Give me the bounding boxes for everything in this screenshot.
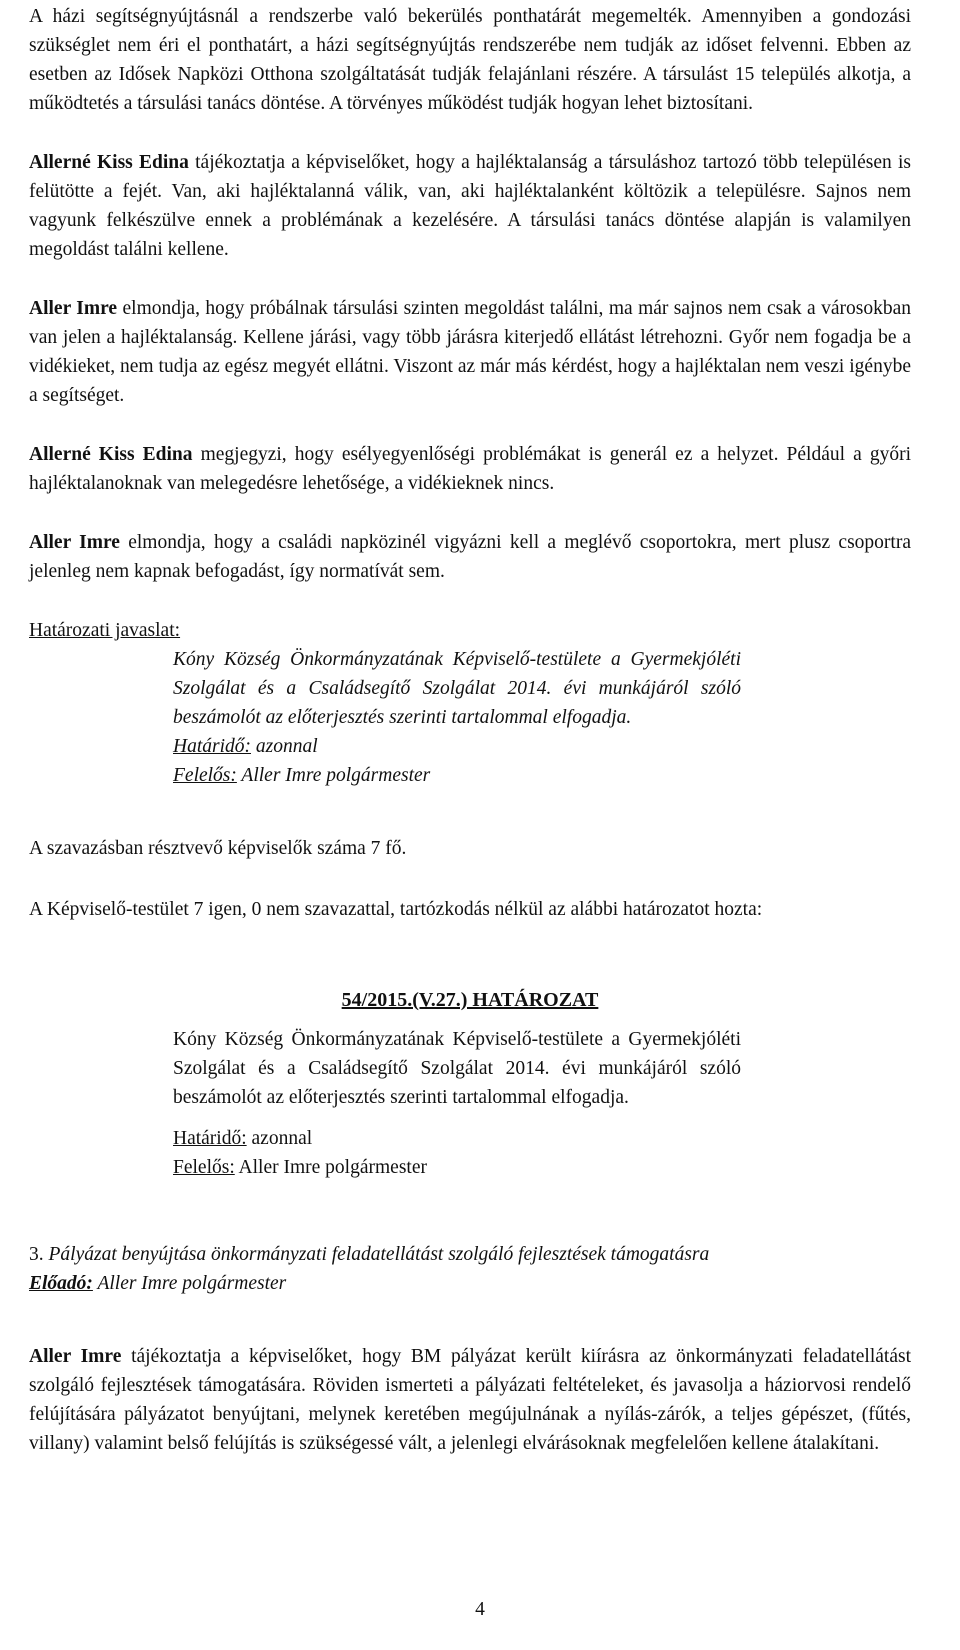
vote-count: A szavazásban résztvevő képviselők száma 7 fő.: [29, 838, 407, 859]
paragraph-text: tájékoztatja a képviselőket, hogy BM pályázat került kiírásra az önkormányzati feladatellátást szolgáló fejlesztések támogatására. Röviden ismerteti a pályázati feltételeket, és javasolja a háziorvosi rendelő felújítására pályázatot benyújtani, melynek keretében megújulnának a nyílás-zárók, a teljes gépészet, (fűtés, villany) valamint belső felújítás is szükségessé vált, a jelenlegi elvárásoknak megfelelően kellene átalakítani.: [29, 1346, 912, 1454]
resolution-block: [173, 1025, 741, 1182]
proposal-block: [173, 645, 741, 790]
paragraph-bm-tender: [29, 1342, 911, 1458]
speaker-name: Aller Imre: [29, 298, 118, 319]
speaker-name: Aller Imre: [29, 1346, 122, 1367]
resolution-title: 54/2015.(V.27.) HATÁROZAT: [341, 989, 599, 1011]
agenda-item-3-presenter: Előadó: Aller Imre polgármester: [29, 1273, 287, 1294]
paragraph-text: tájékoztatja a képviselőket, hogy a hajléktalanság a társuláshoz tartozó több településen is felütötte a fejét. Van, aki hajléktalanná válik, van, aki hajléktalanként költözik a településre. Sajnos nem vagyunk felkészülve ennek a problémának a kezelésére. A társulási tanács döntése alapján is valamilyen megoldást találni kellene.: [29, 152, 911, 260]
resolution-responsible: Felelős: Aller Imre polgármester: [173, 1157, 427, 1178]
speaker-name: Allerné Kiss Edina: [29, 444, 193, 465]
paragraph-text: elmondja, hogy a családi napközinél vigyázni kell a meglévő csoportokra, mert plusz csoportra jelenleg nem kapnak befogadást, így normatívát sem.: [29, 532, 911, 582]
vote-result: A Képviselő-testület 7 igen, 0 nem szavazattal, tartózkodás nélkül az alábbi határozatot hozta:: [29, 899, 763, 920]
paragraph-text: megjegyzi, hogy esélyegyenlőségi problémákat is generál ez a helyzet. Például a győri hajléktalanoknak van melegedésre lehetősége, a vidékieknek nincs.: [29, 444, 912, 494]
proposal-responsible: Felelős: Aller Imre polgármester: [173, 765, 431, 786]
paragraph-home-care: A házi segítségnyújtásnál a rendszerbe való bekerülés ponthatárát megemelték. Amennyiben a gondozási szükséglet nem éri el ponthatárt, a házi segítségnyújtás rendszerébe nem tudják az időset felvenni. Ebben az esetben az Idősek Napközi Otthona szolgáltatását tudják felajánlani részére. A társulást 15 település alkotja, a működtetés a társulási tanács döntése. A törvényes működést tudják hogyan lehet biztosítani.: [29, 6, 911, 114]
page-number: 4: [475, 1599, 485, 1620]
proposal-deadline: Határidő: azonnal: [173, 736, 318, 757]
resolution-deadline: Határidő: azonnal: [173, 1128, 313, 1149]
resolution-text: Kóny Község Önkormányzatának Képviselő-testülete a Gyermekjóléti Szolgálat és a Családsegítő Szolgálat 2014. évi munkájáról szóló beszámolót az előterjesztés szerinti tartalommal elfogadja.: [173, 1029, 741, 1108]
paragraph-day-care: [29, 528, 911, 586]
proposal-text: Kóny Község Önkormányzatának Képviselő-testülete a Gyermekjóléti Szolgálat és a Családsegítő Szolgálat 2014. évi munkájáról szóló beszámolót az előterjesztés szerinti tartalommal elfogadja.: [173, 649, 741, 728]
paragraph-homelessness: [29, 148, 911, 264]
document-page: [29, 0, 911, 1458]
paragraph-text: elmondja, hogy próbálnak társulási szinten megoldást találni, ma már sajnos nem csak a városokban van jelen a hajléktalanság. Kellene járási, vagy több járásra kiterjedő ellátást létrehozni. Győr nem fogadja be a vidékieket, nem tudja az egész megyét ellátni. Viszont az már más kérdést, hogy a hajléktalan nem veszi igénybe a segítséget.: [29, 298, 911, 406]
agenda-item-3: 3. Pályázat benyújtása önkormányzati feladatellátást szolgáló fejlesztések támogatásra: [29, 1244, 710, 1265]
paragraph-equal-opportunity: [29, 440, 911, 498]
speaker-name: Allerné Kiss Edina: [29, 152, 189, 173]
speaker-name: Aller Imre: [29, 532, 120, 553]
paragraph-association-solution: [29, 294, 911, 410]
proposal-heading: Határozati javaslat:: [29, 620, 181, 641]
